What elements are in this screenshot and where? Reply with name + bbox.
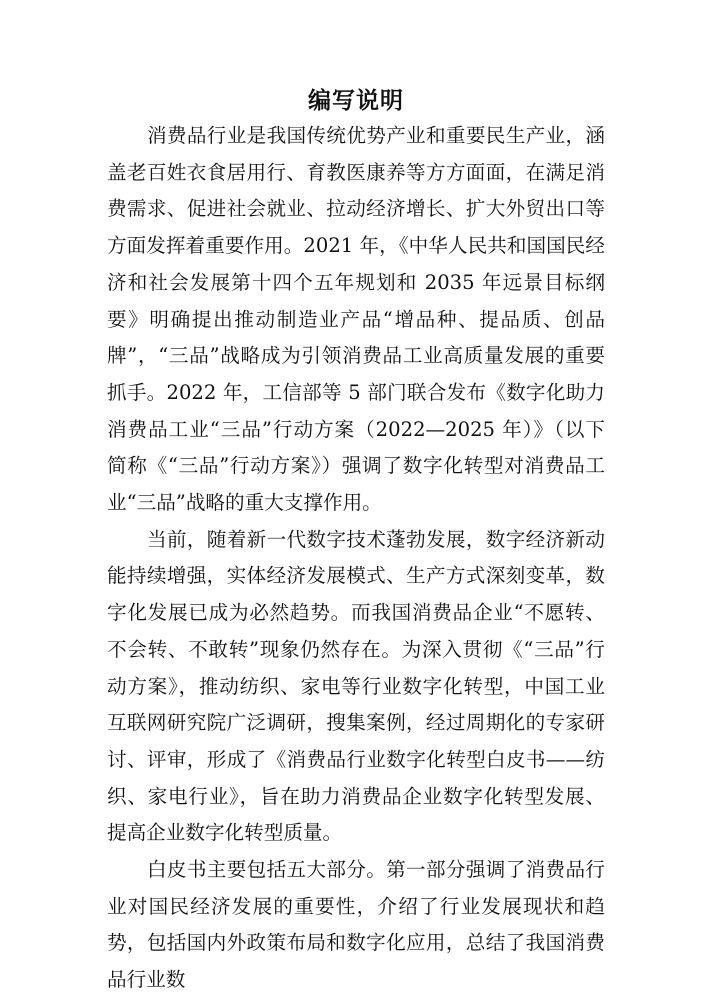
paragraph-intro: 消费品行业是我国传统优势产业和重要民生产业，涵盖老百姓衣食居用行、育教医康养等方方面面，在满足消费需求、促进社会就业、拉动经济增长、扩大外贸出口等方面发挥着重要作用。2021 年，《中华人民共和国国民经济和社会发展第十四个五年规划和 2035 年远景目标纲要》明确提出推动制造业产品“增品种、提品质、创品牌”，“三品”战略成为引领消费品工业高质量发展的重要抓手。2022 年，工信部等 5 部门联合发布《数字化助力消费品工业“三品”行动方案（2022—2025 年）》（以下简称《“三品”行动方案》）强调了数字化转型对消费品工业“三品”战略的重大支撑作用。 <box>107 124 605 515</box>
document-page <box>107 84 605 999</box>
paragraph-whitepaper-structure: 白皮书主要包括五大部分。第一部分强调了消费品行业对国民经济发展的重要性，介绍了行业发展现状和趋势，包括国内外政策布局和数字化应用，总结了我国消费品行业数 <box>107 858 605 992</box>
paragraph-current-situation: 当前，随着新一代数字技术蓬勃发展，数字经济新动能持续增强，实体经济发展模式、生产方式深刻变革，数字化发展已成为必然趋势。而我国消费品企业“不愿转、不会转、不敢转”现象仍然存在。为深入贯彻《“三品”行动方案》，推动纺织、家电等行业数字化转型，中国工业互联网研究院广泛调研，搜集案例，经过周期化的专家研讨、评审，形成了《消费品行业数字化转型白皮书——纺织、家电行业》，旨在助力消费品企业数字化转型发展、提高企业数字化转型质量。 <box>107 527 605 845</box>
document-title: 编写说明 <box>308 88 404 114</box>
